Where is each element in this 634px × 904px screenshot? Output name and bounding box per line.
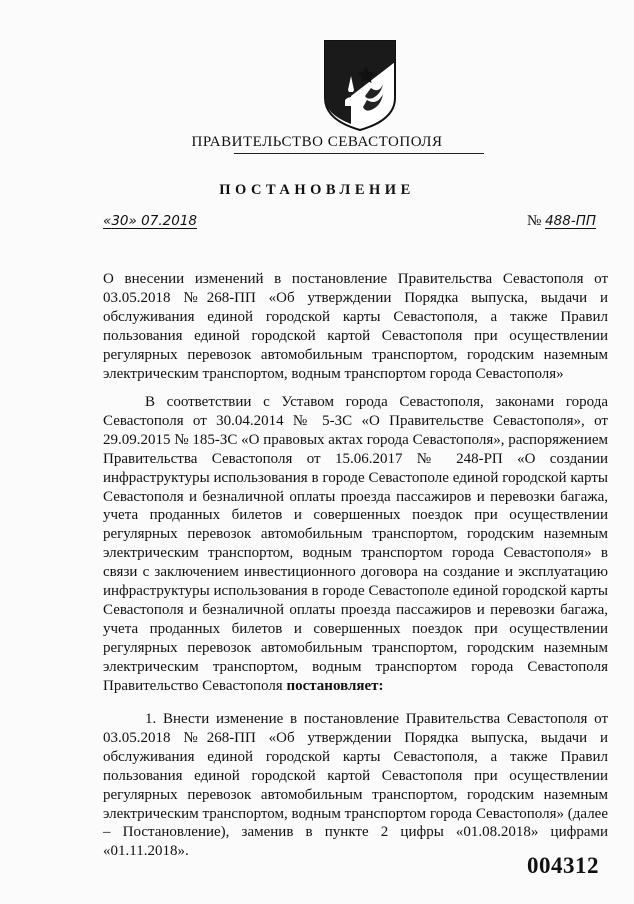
document-number — [527, 213, 596, 230]
document-title: О внесении изменений в постановление Правительства Севастополя от 03.05.2018 №268-ПП «Об утверждении Порядка выпуска, выдачи и обслуживания единой городской карты Севастополя, а также Правил пользования единой городской картой Севастополя при осуществлении регулярных перевозок автомобильным транспортом, городским наземным электрическим транспортом, водным транспортом города Севастополя» — [103, 271, 608, 382]
date-day: 30 — [111, 213, 129, 229]
legal-basis-paragraph — [103, 393, 608, 696]
header-divider — [234, 153, 484, 154]
legal-basis-text: В соответствии с Уставом города Севастополя, законами города Севастополя от 30.04.2014 № 5-ЗС «О Правительстве Севастополя», от 29.09.2015 № 185-ЗС «О правовых актах города Севастополя», распоряжением Правительства Севастополя от 15.06.2017 № 248-РП «О создании инфраструктуры использования в городе Севастополе единой городской карты Севастополя и безналичной оплаты проезда пассажиров и перевозки багажа, учета проданных билетов и совершенных поездок при осуществлении регулярных перевозок автомобильным транспортом, городским наземным электрическим транспортом, водным транспортом города Севастополя» в связи с заключением инвестиционного договора на создание и эксплуатацию инфраструктуры использования в городе Севастополе единой городской карты Севастополя и безналичной оплаты проезда пассажиров и перевозки багажа, учета проданных билетов и совершенных поездок при осуществлении регулярных перевозок автомобильным транспортом, городским наземным электрическим транспортом, водным транспортом города Севастополя Правительство Севастополя — [103, 394, 608, 694]
date-month-year: 07.2018 — [141, 213, 197, 229]
document-type: ПОСТАНОВЛЕНИЕ — [219, 182, 415, 198]
organization-name: ПРАВИТЕЛЬСТВО СЕВАСТОПОЛЯ — [191, 134, 443, 150]
number-sign: № — [527, 213, 542, 229]
clause-1: 1. Внести изменение в постановление Правительства Севастополя от 03.05.2018 №268-ПП «Об утверждении Порядка выпуска, выдачи и обслуживания единой городской карты Севастополя, а также Правил пользования единой городской картой Севастополя при осуществлении регулярных перевозок автомобильным транспортом, городским наземным электрическим транспортом, водным транспортом города Севастополя» (далее – Постановление), заменив в пункте 2 цифры «01.08.2018» цифрами «01.11.2018». — [103, 711, 608, 860]
sevastopol-coat-of-arms-icon — [321, 38, 399, 132]
date-quote-close: » — [128, 213, 137, 229]
date-handwritten — [103, 213, 197, 229]
serial-number: 004312 — [527, 853, 599, 878]
decree-word: постановляет: — [286, 677, 384, 694]
document-date — [103, 213, 197, 230]
number-value: 488-ПП — [545, 213, 597, 229]
date-quote-open: « — [103, 213, 112, 229]
